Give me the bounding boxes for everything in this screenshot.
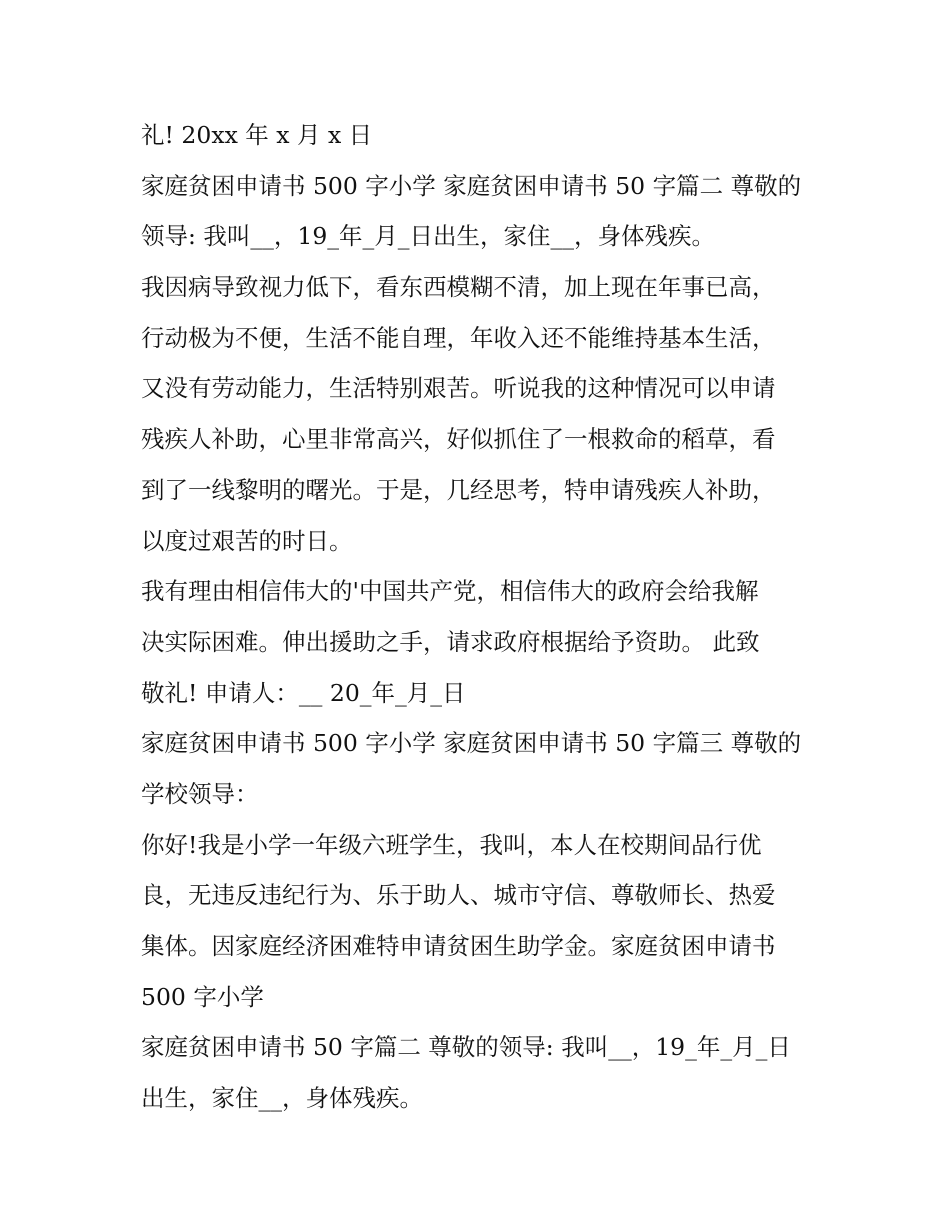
- text-line: 又没有劳动能力，生活特别艰苦。听说我的这种情况可以申请: [141, 374, 776, 403]
- text-line: 决实际困难。伸出援助之手，请求政府根据给予资助。 此致: [141, 627, 760, 656]
- text-line: 家庭贫困申请书 500 字小学 家庭贫困申请书 50 字篇二 尊敬的: [141, 171, 802, 200]
- text-line: 集体。因家庭经济困难特申请贫困生助学金。家庭贫困申请书: [141, 932, 776, 960]
- text-line: 以度过艰苦的时日。: [141, 526, 353, 555]
- text-line: 你好!我是小学一年级六班学生，我叫，本人在校期间品行优: [141, 830, 762, 859]
- text-line: 领导: 我叫__，19_年_月_日出生，家住__，身体残疾。: [141, 222, 716, 251]
- text-line: 礼! 20xx 年 x 月 x 日: [141, 121, 373, 149]
- text-line: 家庭贫困申请书 500 字小学 家庭贫困申请书 50 字篇三 尊敬的: [141, 729, 802, 758]
- text-line: 残疾人补助，心里非常高兴，好似抓住了一根救命的稻草，看: [141, 425, 776, 454]
- text-line: 到了一线黎明的曙光。于是，几经思考，特申请残疾人补助，: [141, 475, 776, 504]
- text-line: 学校领导：: [141, 779, 259, 808]
- text-line: 敬礼! 申请人：__ 20_年_月_日: [141, 678, 466, 707]
- text-line: 良，无违反违纪行为、乐于助人、城市守信、尊敬师长、热爱: [141, 881, 776, 910]
- document-body: [141, 110, 813, 1124]
- text-line: 出生，家住__，身体残疾。: [141, 1084, 423, 1113]
- text-line: 家庭贫困申请书 50 字篇二 尊敬的领导: 我叫__，19_年_月_日: [141, 1033, 791, 1062]
- text-line: 500 字小学: [141, 982, 264, 1011]
- text-line: 行动极为不便，生活不能自理，年收入还不能维持基本生活，: [141, 323, 776, 352]
- text-line: 我有理由相信伟大的'中国共产党，相信伟大的政府会给我解: [141, 577, 759, 606]
- text-line: 我因病导致视力低下，看东西模糊不清，加上现在年事已高，: [141, 273, 776, 302]
